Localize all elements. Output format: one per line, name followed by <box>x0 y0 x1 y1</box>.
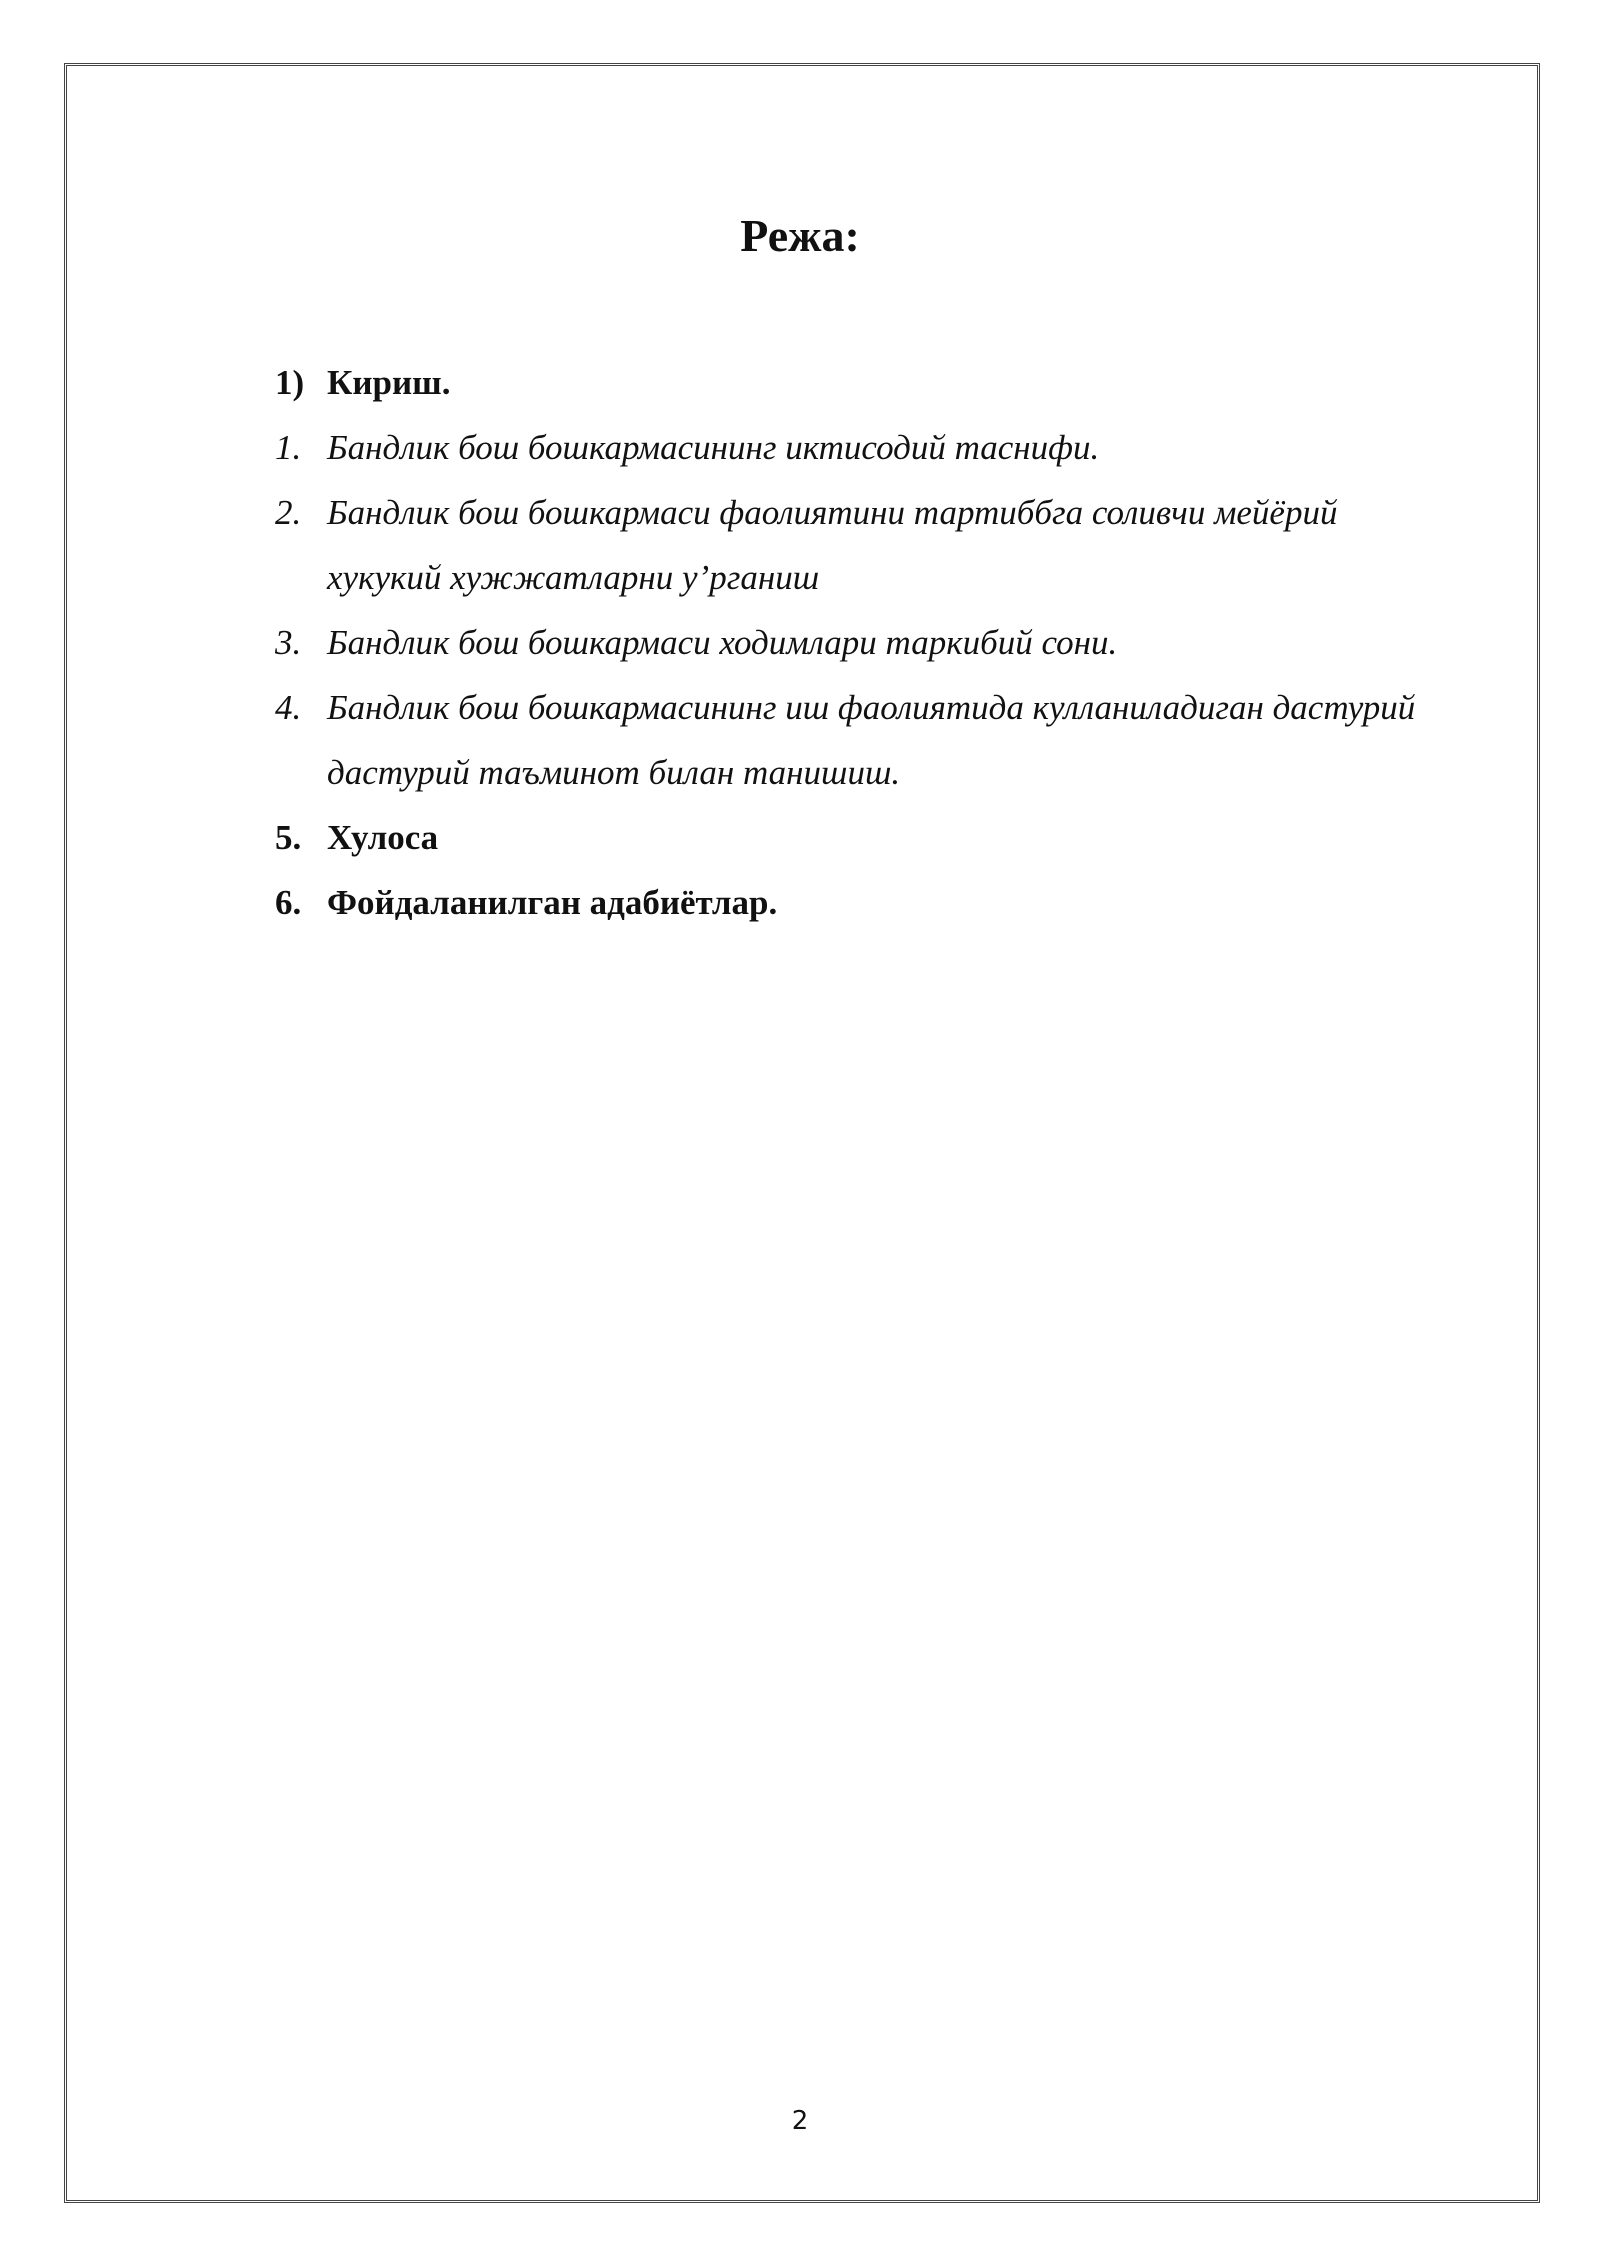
plan-item-text: Кириш. <box>327 363 451 402</box>
plan-list <box>275 350 1455 935</box>
plan-item-text: Бандлик бош бошкармаси фаолиятини тартиббга соливчи мейёрий хукукий хужжатларни у’рганиш <box>327 493 1338 597</box>
plan-item-4 <box>275 675 1455 805</box>
plan-item-number: 1. <box>275 428 302 467</box>
plan-item-2 <box>275 480 1455 610</box>
plan-item-number: 3. <box>275 623 302 662</box>
page-title: Режа: <box>740 210 860 261</box>
plan-item-conclusion <box>275 805 1455 870</box>
plan-item-text: Бандлик бош бошкармаси ходимлари таркибий сони. <box>327 623 1118 662</box>
plan-item-text: Бандлик бош бошкармасининг иш фаолиятида кулланиладиган дастурий дастурий таъминот билан танишиш. <box>327 688 1416 792</box>
plan-item-number: 4. <box>275 688 302 727</box>
plan-item-3 <box>275 610 1455 675</box>
plan-item-intro <box>275 350 1455 415</box>
plan-item-1 <box>275 415 1455 480</box>
plan-item-number: 1) <box>275 363 305 402</box>
plan-item-number: 6. <box>275 883 302 922</box>
plan-item-number: 5. <box>275 818 302 857</box>
plan-item-text: Бандлик бош бошкармасининг иктисодий таснифи. <box>327 428 1100 467</box>
plan-item-references <box>275 870 1455 935</box>
plan-item-text: Хулоса <box>327 818 439 857</box>
page-number: 2 <box>791 2106 809 2136</box>
plan-item-number: 2. <box>275 493 302 532</box>
plan-item-text: Фойдаланилган адабиётлар. <box>327 883 778 922</box>
